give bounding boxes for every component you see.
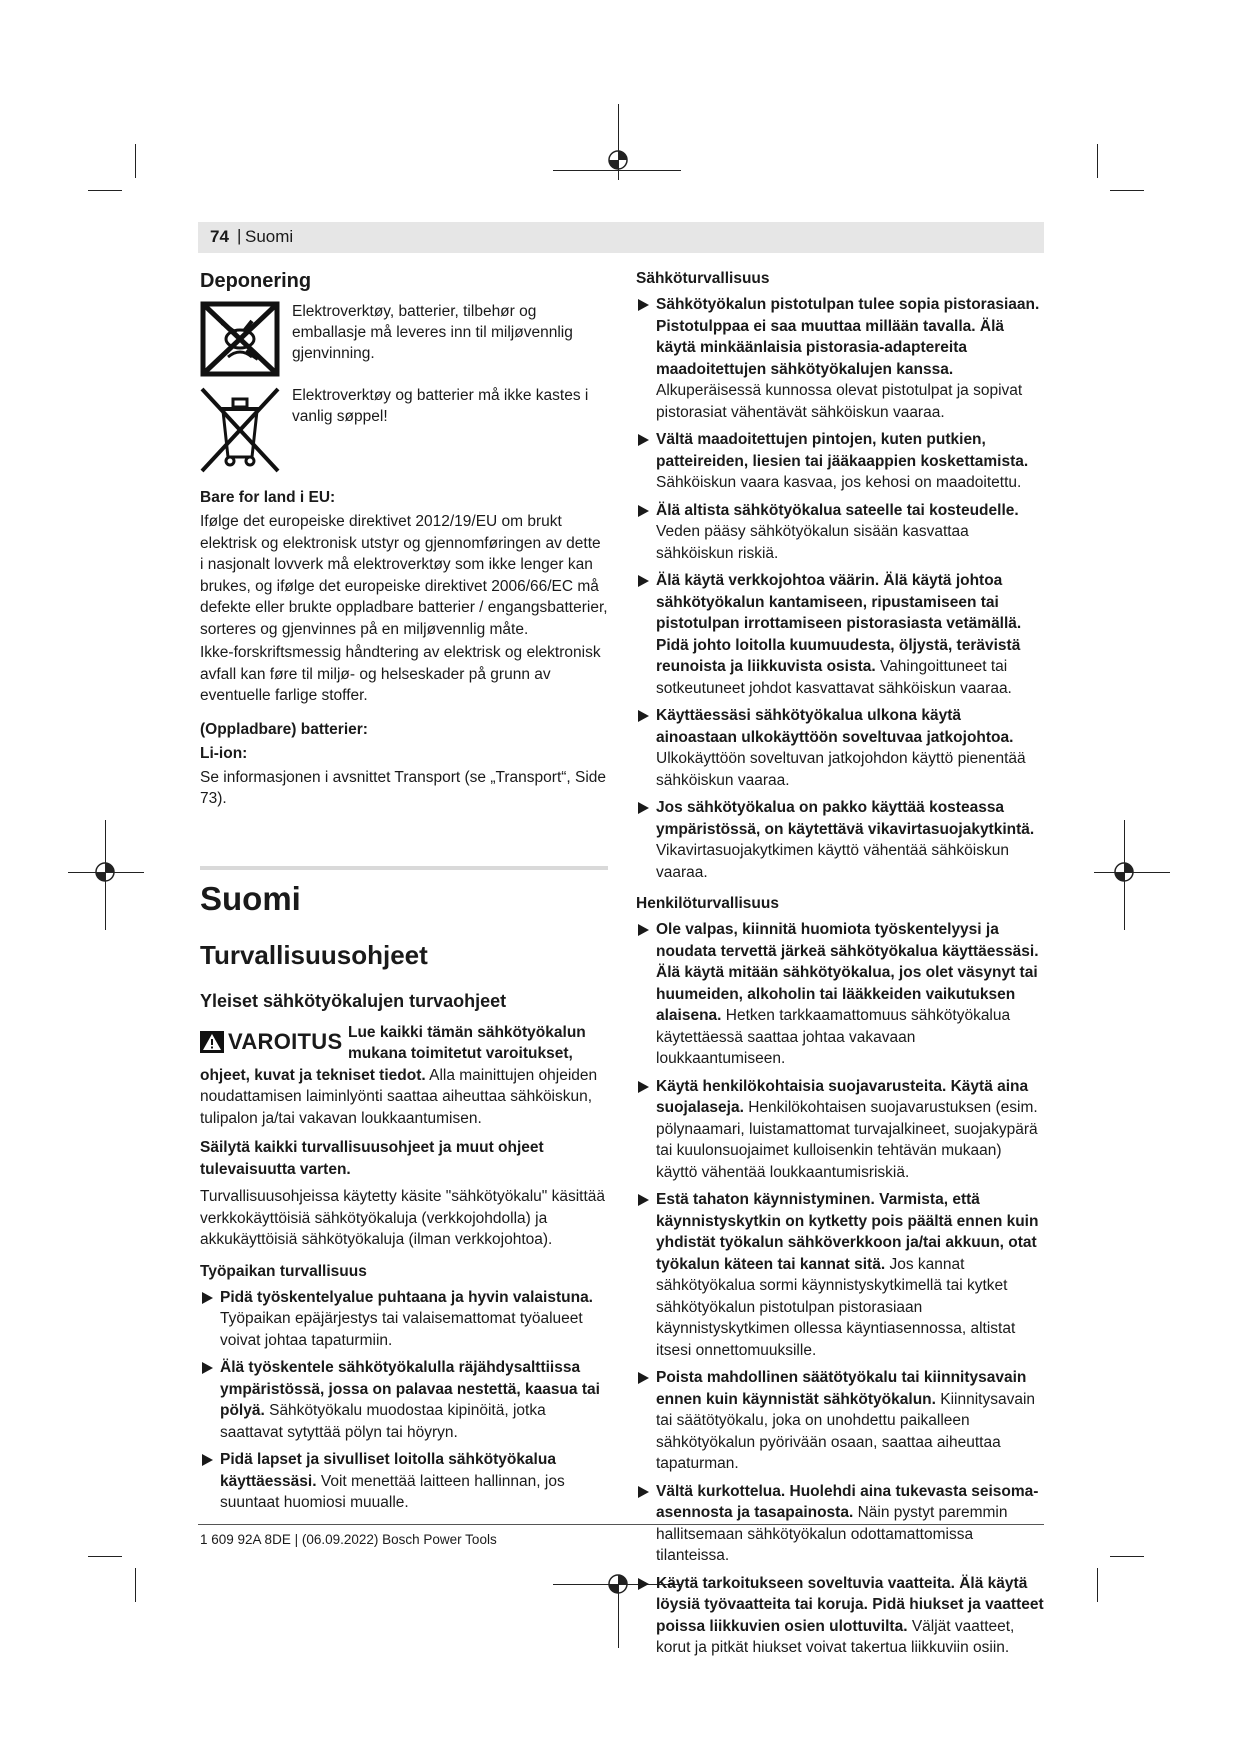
footer-text: 1 609 92A 8DE | (06.09.2022) Bosch Power Tools [200, 1532, 497, 1547]
bullet-triangle-icon [638, 710, 649, 722]
keep-instructions: Säilytä kaikki turvallisuusohjeet ja muut ohjeet tulevaisuutta varten. [200, 1139, 544, 1178]
page-number: 74 [210, 227, 229, 246]
item-bold: Estä tahaton käynnistyminen. Varmista, että käynnistyskytkin on kytketty pois päältä ennen kuin yhdistät työkalun sähköverkkoon ja/tai akkuun, otat työkalun käteen tai kannat sitä. [656, 1191, 1039, 1273]
bullet-triangle-icon [638, 434, 649, 446]
crop-mark [1097, 144, 1098, 178]
battery-heading: (Oppladbare) batterier: [200, 720, 368, 738]
bullet-triangle-icon [202, 1362, 213, 1374]
item-text: Voit menettää laitteen hallinnan, jos suuntaat huomiosi muualle. [220, 1472, 565, 1511]
registration-target-icon [607, 149, 629, 171]
item-text: Ulkokäyttöön soveltuvan jatkojohdon käyttö pienentää sähköiskun vaaraa. [656, 750, 1026, 789]
right-column [636, 266, 1046, 1665]
crop-mark [135, 144, 136, 178]
item-text: Sähkötyökalu muodostaa kipinöitä, jotka saattavat sytyttää pölyn tai höyryn. [220, 1402, 546, 1441]
item-bold: Pidä työskentelyalue puhtaana ja hyvin valaistuna. [220, 1288, 593, 1306]
workplace-heading: Työpaikan turvallisuus [200, 1262, 367, 1280]
item-bold: Sähkötyökalun pistotulpan tulee sopia pistorasiaan. Pistotulppaa ei saa muuttaa millään tavalla. Älä käytä minkäänlaisia pistorasia-adaptereita maadoitettujen sähkötyökalujen kanssa. [656, 296, 1040, 378]
section-divider [200, 866, 608, 870]
item-bold: Älä käytä verkkojohtoa väärin. Älä käytä johtoa sähkötyökalun kantamiseen, ripustamiseen tai pistotulpan irrottamiseen pistorasiasta vetämällä. Pidä johto loitolla kuumuudesta, öljystä, terävistä reunoista ja liikkuvista osista. [656, 572, 1022, 675]
warning-block [200, 1022, 608, 1130]
item-text: Vikavirtasuojakytkimen käyttö vähentää sähköiskun vaaraa. [656, 842, 1009, 881]
warning-bold-text: Lue kaikki tämän sähkötyökalun mukana toimitetut varoitukset, ohjeet, kuvat ja tekniset tiedot. [200, 1023, 586, 1084]
bullet-triangle-icon [638, 505, 649, 517]
list-item [636, 429, 1046, 494]
registration-target-icon [94, 861, 116, 883]
term-definition: Turvallisuusohjeissa käytetty käsite "sähkötyökalu" käsittää verkkokäyttöisiä sähkötyökaluja (verkkojohdolla) ja akkukäyttöisiä sähkötyökaluja (ilman verkkojohtoa). [200, 1188, 606, 1248]
list-item [636, 797, 1046, 883]
list-item [200, 1287, 608, 1352]
item-bold: Jos sähkötyökalua on pakko käyttää kosteassa ympäristössä, on käytettävä vikavirtasuojakytkintä. [656, 799, 1035, 838]
language-title: Suomi [200, 879, 301, 917]
list-item [636, 294, 1046, 423]
list-item [636, 1189, 1046, 1361]
bin-text: Elektroverktøy og batterier må ikke kastes i vanlig søppel! [292, 387, 589, 425]
item-text: Veden pääsy sähkötyökalun sisään kasvattaa sähköiskun riskiä. [656, 523, 969, 562]
item-bold: Käytä tarkoitukseen soveltuvia vaatteita. Älä käytä löysiä työvaatteita tai koruja. Pidä hiukset ja vaatteet poissa liikkuvien osien ulottuvilta. [656, 1574, 1044, 1635]
bullet-triangle-icon [638, 924, 649, 936]
item-text: Hetken tarkkaamattomuus sähkötyökalua käytettäessä saattaa johtaa vakavaan loukkaantumiseen. [656, 1007, 1011, 1067]
item-bold: Vältä kurkottelua. Huolehdi aina tukevasta seisoma-asennosta ja tasapainosta. [656, 1482, 1039, 1521]
list-item [200, 1449, 608, 1514]
list-item [200, 1357, 608, 1443]
registration-target-icon [607, 1573, 629, 1595]
bullet-triangle-icon [202, 1292, 213, 1304]
crop-mark [135, 1568, 136, 1602]
list-item [636, 919, 1046, 1070]
header-separator: | [237, 226, 242, 245]
left-column [200, 266, 608, 1520]
crop-mark [88, 1556, 122, 1557]
bullet-triangle-icon [202, 1454, 213, 1466]
no-household-waste-icon [200, 301, 280, 377]
warning-sign [200, 1022, 348, 1062]
bullet-triangle-icon [638, 575, 649, 587]
item-bold: Käytä henkilökohtaisia suojavarusteita. Käytä aina suojalaseja. [656, 1077, 1029, 1116]
item-bold: Ole valpas, kiinnitä huomiota työskentelyysi ja noudata tervettä järkeä sähkötyökalua käyttäessäsi. Älä käytä mitään sähkötyökalua, jos olet väsynyt tai huumeiden, alkoholin tai lääkkeiden vaikutuksen alaisena. [656, 921, 1039, 1024]
bullet-triangle-icon [638, 1081, 649, 1093]
warning-word: VAROITUS [228, 1028, 343, 1054]
item-bold: Poista mahdollinen säätötyökalu tai kiinnitysavain ennen kuin käynnistät sähkötyökalun. [656, 1369, 1027, 1408]
page-header [198, 222, 1044, 253]
item-text: Vahingoittuneet tai sotkeutuneet johdot kasvattavat sähköiskun vaaraa. [656, 658, 1012, 697]
recycling-symbol-row [200, 301, 608, 377]
eu-paragraph-2: Ikke-forskriftsmessig håndtering av elektrisk og elektronisk avfall kan føre til miljø- og helseskader på grunn av eventuelle farlige stoffer. [200, 644, 601, 704]
personal-heading: Henkilöturvallisuus [636, 895, 779, 912]
list-item [636, 1573, 1046, 1659]
header-section: Suomi [245, 227, 294, 246]
bullet-triangle-icon [638, 1486, 649, 1498]
bullet-triangle-icon [638, 299, 649, 311]
electrical-heading: Sähköturvallisuus [636, 270, 770, 287]
bullet-triangle-icon [638, 1194, 649, 1206]
item-text: Näin pystyt paremmin hallitsemaan sähkötyökalun odottamattomissa tilanteissa. [656, 1504, 1008, 1564]
list-item [636, 570, 1046, 699]
general-safety-title: Yleiset sähkötyökalujen turvaohjeet [200, 990, 507, 1011]
recycling-text: Elektroverktøy, batterier, tilbehør og emballasje må leveres inn til miljøvennlig gjenvinning. [292, 303, 573, 362]
item-text: Henkilökohtaisen suojavarustuksen (esim. pölynaamari, luistamattomat turvajalkineet, suojakypärä tai kuulonsuojaimet kulloisenkin tehtävän mukaan) käyttö vähentää loukkaantumisriskiä. [656, 1099, 1038, 1181]
item-text: Jos kannat sähkötyökalua sormi käynnistyskytkimellä tai kytket sähkötyökalun pistotulpan pistorasiaan käynnistyskytkimen ollessa käyntiasennossa, altistat itsesi onnettomuuksille. [656, 1255, 1016, 1359]
bullet-triangle-icon [638, 1372, 649, 1384]
bullet-triangle-icon [638, 1578, 649, 1590]
item-text: Kiinnitysavain tai säätötyökalu, joka on unohdettu paikalleen sähkötyökalun pyörivään osaan, saattaa aiheuttaa tapaturman. [656, 1390, 1036, 1472]
item-text: Työpaikan epäjärjestys tai valaisemattomat työalueet voivat johtaa tapaturmiin. [220, 1310, 583, 1349]
item-text: Sähköiskun vaara kasvaa, jos kehosi on maadoitettu. [656, 474, 1022, 491]
crop-mark [1097, 1568, 1098, 1602]
item-text: Väljät vaatteet, korut ja pitkät hiukset voivat takertua liikkuviin osiin. [656, 1617, 1015, 1656]
bin-symbol-row [200, 385, 608, 475]
safety-title: Turvallisuusohjeet [200, 939, 428, 970]
item-bold: Älä altista sähkötyökalua sateelle tai kosteudelle. [656, 501, 1019, 519]
crop-mark [88, 190, 122, 191]
crop-mark [1110, 190, 1144, 191]
deponering-title: Deponering [200, 270, 312, 292]
crop-mark [1110, 1556, 1144, 1557]
list-item [636, 705, 1046, 791]
item-bold: Käyttäessäsi sähkötyökalua ulkona käytä ainoastaan ulkokäyttöön soveltuvaa jatkojohtoa. [656, 707, 1014, 746]
item-bold: Älä työskentele sähkötyökalulla räjähdysalttiissa ympäristössä, jossa on palavaa nestettä, kaasua tai pölyä. [220, 1359, 600, 1419]
liion-text: Se informasjonen i avsnittet Transport (se „Transport“, Side 73). [200, 768, 607, 807]
item-bold: Vältä maadoitettujen pintojen, kuten putkien, patteireiden, liesien tai jääkaappien koskettamista. [656, 431, 1029, 470]
eu-heading: Bare for land i EU: [200, 489, 336, 506]
footer-rule [198, 1524, 1044, 1525]
crossed-out-bin-icon [200, 385, 280, 475]
warning-text: Alla mainittujen ohjeiden noudattamisen laiminlyönti saattaa aiheuttaa sähköiskun, tulipalon ja/tai vakavan loukkaantumisen. [200, 1066, 598, 1127]
registration-target-icon [1113, 861, 1135, 883]
item-bold: Pidä lapset ja sivulliset loitolla sähkötyökalua käyttäessäsi. [220, 1451, 556, 1490]
liion-heading: Li-ion: [200, 744, 248, 762]
list-item [636, 1367, 1046, 1475]
list-item [636, 1076, 1046, 1184]
eu-paragraph-1: Ifølge det europeiske direktivet 2012/19/EU om brukt elektrisk og elektronisk utstyr og gjennomføringen av dette i nasjonalt lovverk må elektroverktøy som ikke lenger kan brukes, og ifølge det europeiske direktivet 2006/66/EC må defekte eller brukte oppladbare batterier / engangsbatterier, sorteres og gjenvinnes på en miljøvennlig måte. [200, 513, 608, 638]
bullet-triangle-icon [638, 802, 649, 814]
warning-triangle-icon [200, 1031, 224, 1053]
list-item [636, 500, 1046, 565]
item-text: Alkuperäisessä kunnossa olevat pistotulpat ja sopivat pistorasiat vähentävät sähköiskun vaaraa. [656, 382, 1023, 421]
